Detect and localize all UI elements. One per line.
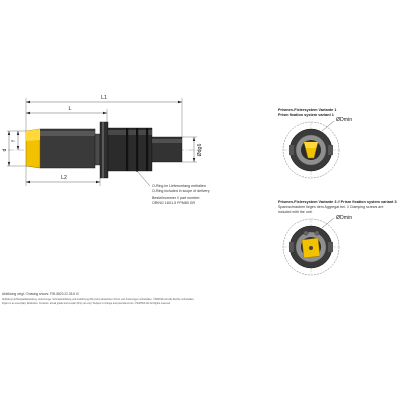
svg-text:ORING 18X1.5 FPM80 GR: ORING 18X1.5 FPM80 GR	[152, 201, 196, 205]
drawing-caption: Abbildung zeigt / Drawing shows: F39-5820.22.35.8 IC	[2, 292, 80, 296]
variant1-title-de: Prismen-Fixiersystem Variante 1	[278, 108, 337, 112]
tool-neck	[95, 134, 100, 165]
dim-f-label: f	[11, 140, 17, 142]
footer	[2, 292, 195, 305]
dim-dg6-label: Ødg6	[197, 143, 203, 157]
dim-l-label: L	[68, 106, 72, 112]
variant1-dmin-label: ØDmin	[336, 117, 353, 123]
variant3-title: Prismen-Fixiersystem Variante 3 // Prism fixation system variant 3	[278, 200, 397, 204]
oring-note	[152, 184, 210, 205]
variant3-note-de: Spannschrauben liegen dem Aggregat bei. // Clamping screws are	[278, 205, 384, 209]
variant1-view	[278, 108, 352, 178]
dim-d-label: d	[2, 148, 8, 152]
dim-l2-label: L2	[61, 175, 67, 181]
variant1-title-en: Prism fixation system variant 1	[278, 113, 334, 117]
variant3-view	[278, 200, 397, 275]
disclaimer-de: Abbildung ist Beispieldarstellung. Liefermenge, Schneidenbildung und Ausführung (R/L) kann abweichen! Irrtum und Änderungen vorbehalten. ©SIMTEK AG Alle Rechte vorbehalten.	[2, 298, 195, 301]
svg-text:O-Ring included in scope of de: O-Ring included in scope of delivery	[152, 189, 210, 193]
dim-l1-label: L1	[101, 95, 107, 101]
clamp-screw-icon	[315, 231, 319, 235]
svg-text:Bestellnummer // part number:: Bestellnummer // part number:	[152, 196, 201, 200]
svg-text:O-Ring im Lieferumfang enthalt: O-Ring im Lieferumfang enthalten	[152, 184, 206, 188]
variant3-note-en: included with the unit.	[278, 210, 313, 214]
disclaimer-en: Figure is an exemplary illustration. Contents, actual grade and version (R/L) can vary! Subject to change and potential errors. ©SIMTEK AG All Rights reserved.	[2, 302, 171, 305]
clamp-screw-icon	[304, 231, 308, 235]
tool-side-view	[2, 95, 210, 205]
variant3-dmin-label: ØDmin	[336, 215, 353, 221]
